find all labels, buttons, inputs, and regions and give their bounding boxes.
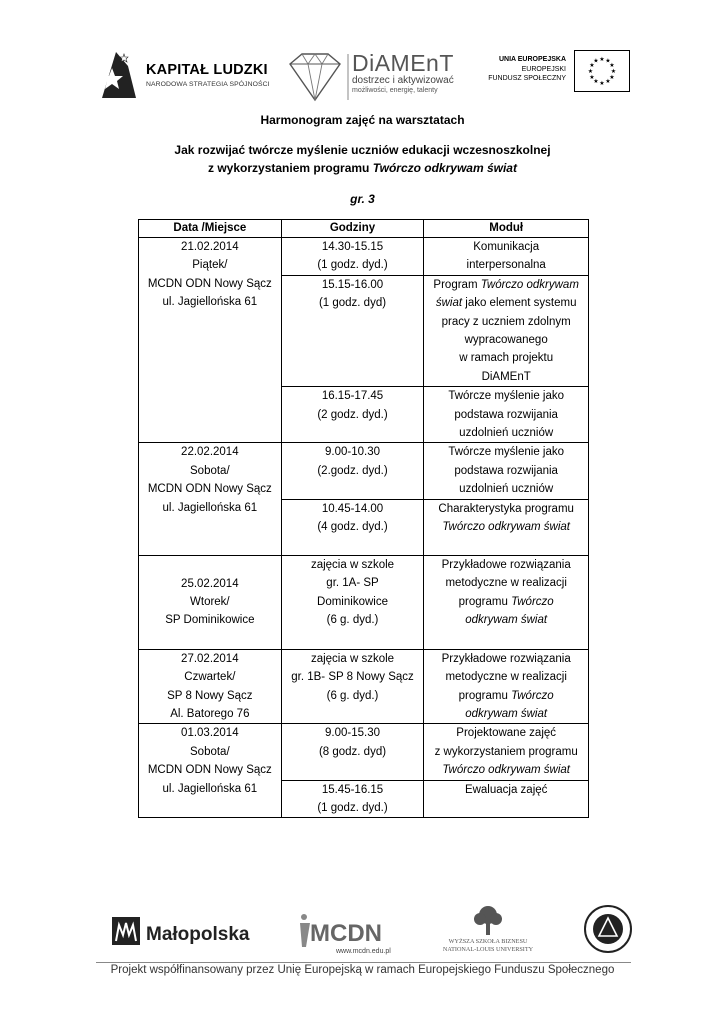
module-text: pracy z uczniem zdolnym <box>441 315 571 328</box>
module-text: podstawa rozwijania <box>454 464 558 477</box>
document-subtitle-line-1: Jak rozwijać twórcze myślenie uczniów edukacji wczesnoszkolnej <box>174 143 551 157</box>
time-range: 10.45-14.00 <box>321 502 384 515</box>
module-cell <box>424 724 589 780</box>
time-range: 9.00-15.30 <box>325 727 380 740</box>
date: 21.02.2014 <box>181 241 239 253</box>
date-place-cell <box>139 443 282 555</box>
table-row <box>139 238 589 276</box>
svg-text:★: ★ <box>610 68 617 75</box>
address: ul. Jagiellońska 61 <box>162 782 258 795</box>
svg-text:★: ★ <box>587 68 594 75</box>
hour-count: (1 godz. dyd.) <box>317 259 388 272</box>
nlu-seal-icon <box>583 904 633 954</box>
diament-title: DiAMEnT <box>352 50 454 76</box>
hour-count: (8 godz. dyd) <box>318 745 387 758</box>
eu-line-1: UNIA EUROPEJSKA <box>498 56 566 63</box>
hour-count: (4 godz. dyd.) <box>317 521 388 534</box>
module-text-italic: odkrywam świat <box>465 613 548 626</box>
module-text-italic: Twórczo odkrywam świat <box>442 764 570 777</box>
module-cell <box>424 499 589 555</box>
header-module: Moduł <box>424 220 589 238</box>
module-cell <box>424 780 589 818</box>
hours-cell <box>281 780 424 818</box>
module-cell <box>424 555 589 649</box>
wsb-line-1: WYŻSZA SZKOŁA BIZNESU <box>448 938 528 945</box>
mcdn-logo <box>296 907 406 957</box>
time-range: 9.00-10.30 <box>325 446 380 459</box>
date-place-cell <box>139 238 282 443</box>
weekday: Sobota/ <box>190 464 230 477</box>
hours-text: zajęcia w szkole <box>310 652 395 665</box>
address: Al. Batorego 76 <box>170 707 250 720</box>
module-text <box>424 294 588 312</box>
kapital-ludzki-subtitle: NARODOWA STRATEGIA SPÓJNOŚCI <box>146 81 270 88</box>
svg-text:★: ★ <box>593 78 599 85</box>
document-title: Harmonogram zajęć na warsztatach <box>260 113 465 127</box>
module-text-italic: Twórczo <box>511 689 554 702</box>
time-range: 15.15-16.00 <box>321 278 384 291</box>
subtitle-prefix: z wykorzystaniem programu <box>208 161 373 175</box>
hours-cell <box>281 238 424 276</box>
tree-icon <box>474 906 502 935</box>
date: 01.03.2014 <box>181 727 239 740</box>
module-text: interpersonalna <box>466 259 546 272</box>
module-text: Przykładowe rozwiązania <box>441 652 571 665</box>
footer-divider <box>96 962 631 963</box>
venue: SP 8 Nowy Sącz <box>167 689 253 702</box>
header-date: Data /Miejsce <box>139 220 282 238</box>
eu-flag-icon <box>574 50 630 92</box>
weekday: Czwartek/ <box>184 671 236 684</box>
hours-text: Dominikowice <box>317 595 388 608</box>
module-text-italic: świat <box>435 297 463 310</box>
subtitle-program-name: Twórczo odkrywam świat <box>372 161 517 175</box>
module-text: metodyczne w realizacji <box>445 577 567 590</box>
venue: MCDN ODN Nowy Sącz <box>147 483 272 496</box>
module-text: Komunikacja <box>473 241 540 253</box>
module-text-plain: programu <box>458 595 512 608</box>
weekday: Sobota/ <box>190 745 230 758</box>
time-range: 14.30-15.15 <box>321 241 384 253</box>
hour-count: (2 godz. dyd.) <box>317 408 388 421</box>
module-text-plain: programu <box>458 689 512 702</box>
module-text: Twórcze myślenie jako <box>448 390 565 403</box>
module-text: metodyczne w realizacji <box>445 671 567 684</box>
table-row <box>139 649 589 724</box>
footer-text: Projekt współfinansowany przez Unię Europejską w ramach Europejskiego Funduszu Społecznego <box>110 964 615 976</box>
table-row <box>139 555 589 649</box>
diamond-icon <box>280 50 350 104</box>
date: 22.02.2014 <box>181 446 239 459</box>
svg-text:★: ★ <box>609 74 615 81</box>
eu-text <box>486 55 566 84</box>
module-text: w ramach projektu <box>459 352 554 365</box>
kapital-ludzki-emblem-icon <box>98 48 138 100</box>
hours-text: gr. 1A- SP <box>326 577 379 590</box>
address: ul. Jagiellońska 61 <box>162 501 258 514</box>
svg-text:★: ★ <box>589 74 595 81</box>
module-text: z wykorzystaniem programu <box>434 745 578 758</box>
module-text-italic: Twórczo odkrywam <box>480 278 579 291</box>
wsb-nlu-logo <box>432 905 544 955</box>
hours-cell <box>281 387 424 443</box>
mcdn-url: www.mcdn.edu.pl <box>336 948 391 955</box>
malopolska-text: Małopolska <box>146 924 250 945</box>
venue: MCDN ODN Nowy Sącz <box>147 764 272 777</box>
svg-text:★: ★ <box>599 56 605 63</box>
mcdn-text: MCDN <box>310 920 382 947</box>
date-place-cell <box>139 724 282 818</box>
mcdn-figures-icon <box>300 914 310 947</box>
wsb-line-2: NATIONAL-LOUIS UNIVERSITY <box>442 946 534 953</box>
module-text: Ewaluacja zajęć <box>464 783 548 796</box>
time-range: 15.45-16.15 <box>321 783 384 796</box>
svg-text:★: ★ <box>593 57 599 65</box>
module-text: podstawa rozwijania <box>454 408 558 421</box>
module-text <box>424 687 588 705</box>
module-text: DiAMEnT <box>481 370 531 383</box>
table-row <box>139 443 589 499</box>
svg-text:★: ★ <box>589 62 595 69</box>
venue: SP Dominikowice <box>165 614 255 627</box>
hour-count: (1 godz. dyd.) <box>317 801 388 814</box>
hours-text: gr. 1B- SP 8 Nowy Sącz <box>291 671 414 684</box>
time-range: 16.15-17.45 <box>321 390 384 403</box>
hour-count: (2.godz. dyd.) <box>317 464 388 477</box>
module-text: wypracowanego <box>464 334 548 347</box>
eu-line-3: FUNDUSZ SPOŁECZNY <box>488 75 566 82</box>
eu-line-2: EUROPEJSKI <box>521 65 566 73</box>
hours-cell <box>281 499 424 555</box>
module-text-plain: jako element systemu <box>462 297 577 310</box>
module-text: Charakterystyka programu <box>438 502 574 515</box>
schedule-table <box>138 219 589 818</box>
module-text-italic: Twórczo odkrywam świat <box>442 521 570 534</box>
header-hours: Godziny <box>281 220 424 238</box>
module-cell <box>424 649 589 724</box>
weekday: Piątek/ <box>192 259 228 272</box>
module-text: Przykładowe rozwiązania <box>441 558 571 571</box>
group-label: gr. 3 <box>350 192 375 206</box>
hours-cell <box>281 649 424 724</box>
malopolska-logo <box>110 913 260 953</box>
svg-text:★: ★ <box>609 62 615 69</box>
hours-cell <box>281 443 424 499</box>
date-place-cell <box>139 649 282 724</box>
module-text: Twórcze myślenie jako <box>448 446 565 459</box>
module-text <box>424 276 588 294</box>
module-cell <box>424 387 589 443</box>
table-row <box>139 724 589 780</box>
address: ul. Jagiellońska 61 <box>162 296 258 309</box>
document-subtitle-line-2 <box>0 161 725 175</box>
hours-text: zajęcia w szkole <box>310 558 395 571</box>
date-place-cell <box>139 555 282 649</box>
svg-text:★: ★ <box>605 78 611 85</box>
diament-subtitle-2: możliwości, energię, talenty <box>352 87 438 94</box>
hour-count: (6 g. dyd.) <box>326 689 379 702</box>
module-text: Projektowane zajęć <box>456 727 557 740</box>
module-text <box>424 593 588 611</box>
kapital-ludzki-title: KAPITAŁ LUDZKI <box>146 62 268 78</box>
hours-cell <box>281 275 424 386</box>
svg-text:★: ★ <box>605 57 611 65</box>
hour-count: (6 g. dyd.) <box>326 613 379 626</box>
date: 27.02.2014 <box>181 652 239 665</box>
module-text-italic: odkrywam świat <box>465 707 548 720</box>
malopolska-emblem-icon <box>112 917 140 945</box>
module-text-plain: Program <box>433 278 481 291</box>
module-text: uzdolnień uczniów <box>459 483 554 496</box>
weekday: Wtorek/ <box>190 595 230 608</box>
module-cell <box>424 275 589 386</box>
hours-cell <box>281 724 424 780</box>
module-text-italic: Twórczo <box>511 595 554 608</box>
module-cell <box>424 443 589 499</box>
module-text: uzdolnień uczniów <box>459 427 554 440</box>
table-header-row <box>139 220 589 238</box>
module-cell <box>424 238 589 276</box>
hour-count: (1 godz. dyd) <box>318 297 387 310</box>
hours-cell <box>281 555 424 649</box>
svg-text:★: ★ <box>599 80 605 87</box>
diament-subtitle-1: dostrzec i aktywizować <box>352 75 454 86</box>
date: 25.02.2014 <box>181 577 239 590</box>
venue: MCDN ODN Nowy Sącz <box>147 277 272 290</box>
